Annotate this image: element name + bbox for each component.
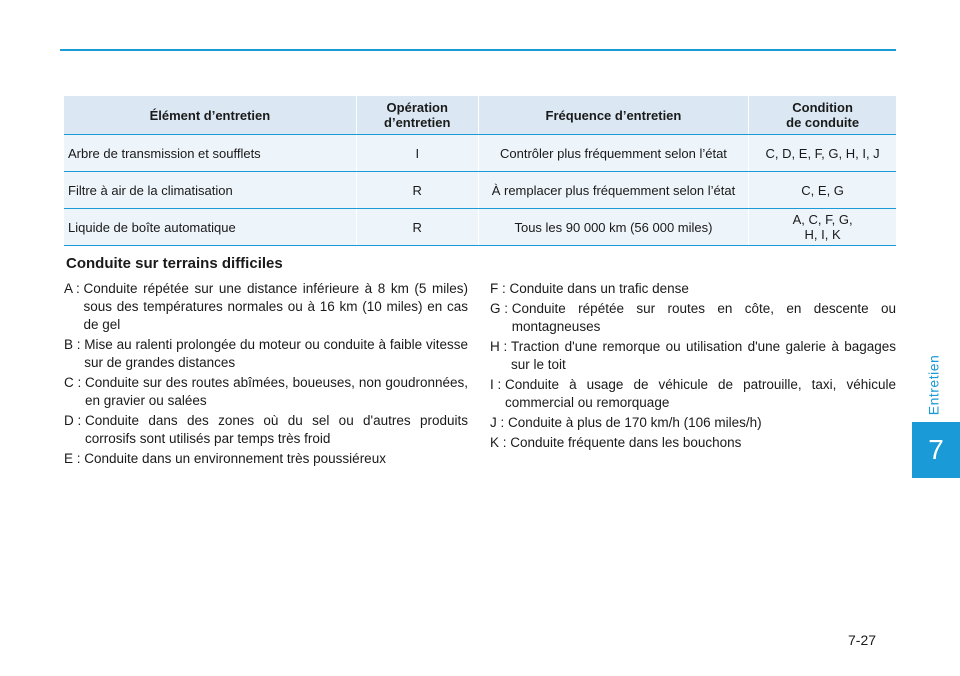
conditions-left-column [64,280,468,470]
condition-item [490,338,896,374]
condition-text: Mise au ralenti prolongée du moteur ou conduite à faible vitesse sur de grandes distances [84,337,468,370]
cell-frequency: À remplacer plus fréquemment selon l’état [478,172,749,209]
section-title: Conduite sur terrains difficiles [66,255,283,272]
condition-key: D : [64,413,86,428]
top-rule [60,49,896,51]
page-number: 7-27 [848,632,877,648]
condition-text: Conduite dans des zones où du sel ou d'autres produits corrosifs sont utilisés par temps très froid [85,413,468,446]
table-row [64,209,896,246]
chapter-tab: 7 [912,422,960,478]
condition-item [64,412,468,448]
condition-text: Conduite fréquente dans les bouchons [510,435,742,450]
condition-text: Conduite dans un environnement très poussiéreux [84,451,386,466]
condition-text: Conduite dans un trafic dense [509,281,689,296]
condition-key: H : [490,339,512,354]
condition-item [64,280,468,334]
cell-operation: I [356,135,478,172]
cell-item: Arbre de transmission et soufflets [64,135,356,172]
chapter-side-label: Entretien [925,354,942,416]
cell-item: Liquide de boîte automatique [64,209,356,246]
condition-key: E : [64,451,85,466]
cell-condition: A, C, F, G, H, I, K [749,209,896,246]
condition-key: I : [490,377,506,392]
table-header-row [64,96,896,135]
cell-operation: R [356,209,478,246]
condition-item [490,414,896,432]
condition-key: G : [490,301,512,316]
cell-condition: C, E, G [749,172,896,209]
cell-item: Filtre à air de la climatisation [64,172,356,209]
condition-text: Conduite sur des routes abîmées, boueuses, non goudronnées, en gravier ou salées [85,375,468,408]
cell-frequency: Contrôler plus fréquemment selon l’état [478,135,749,172]
header-operation: Opération d’entretien [356,96,478,135]
condition-key: A : [64,281,84,296]
condition-key: K : [490,435,511,450]
header-item: Élément d’entretien [64,96,356,135]
condition-text: Conduite à plus de 170 km/h (106 miles/h) [508,415,762,430]
condition-key: F : [490,281,510,296]
cell-operation: R [356,172,478,209]
condition-item [490,434,896,452]
header-frequency: Fréquence d’entretien [478,96,749,135]
condition-item [490,280,896,298]
condition-item [64,450,468,468]
maintenance-table [64,96,896,246]
cell-frequency: Tous les 90 000 km (56 000 miles) [478,209,749,246]
condition-text: Conduite répétée sur routes en côte, en descente ou montagneuses [511,301,896,334]
condition-key: C : [64,375,86,390]
condition-text: Conduite répétée sur une distance inférieure à 8 km (5 miles) sous des températures normales ou à 16 km (10 miles) en cas de gel [83,281,468,332]
condition-item [64,336,468,372]
condition-item [64,374,468,410]
condition-item [490,300,896,336]
table-row [64,172,896,209]
condition-key: J : [490,415,509,430]
condition-item [490,376,896,412]
conditions-right-column [490,280,896,454]
table-row [64,135,896,172]
condition-text: Conduite à usage de véhicule de patrouille, taxi, véhicule commercial ou remorquage [505,377,896,410]
condition-key: B : [64,337,85,352]
cell-condition: C, D, E, F, G, H, I, J [749,135,896,172]
condition-text: Traction d'une remorque ou utilisation d'une galerie à bagages sur le toit [511,339,896,372]
header-condition: Condition de conduite [749,96,896,135]
